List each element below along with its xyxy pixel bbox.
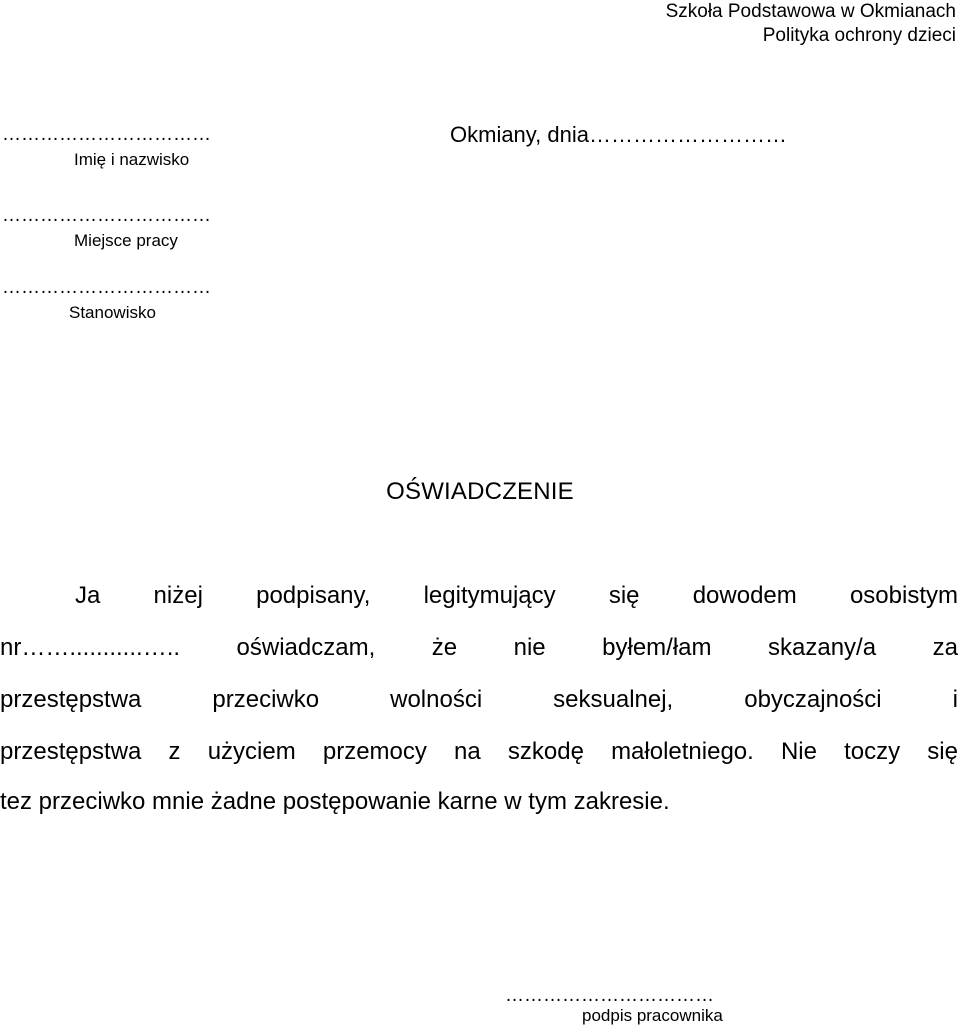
body-line-3: przestępstwa przeciwko wolności seksualnej, obyczajności i: [0, 686, 958, 713]
school-name: Szkoła Podstawowa w Okmianach: [665, 1, 956, 22]
position-dots: ……………………………: [2, 277, 211, 298]
document-title: OŚWIADCZENIE: [386, 478, 574, 505]
policy-name: Polityka ochrony dzieci: [762, 25, 956, 46]
position-label: Stanowisko: [69, 303, 156, 322]
signature-dots: ……………………………: [505, 985, 714, 1006]
name-dots: ……………………………: [2, 124, 211, 145]
body-line-4: przestępstwa z użyciem przemocy na szkodę małoletniego. Nie toczy się: [0, 738, 958, 765]
name-label: Imię i nazwisko: [74, 150, 190, 169]
place-date: Okmiany, dnia………………………: [450, 122, 787, 147]
body-line-1: Ja niżej podpisany, legitymujący się dowodem osobistym: [75, 582, 958, 609]
workplace-dots: ……………………………: [2, 205, 211, 226]
body-line-2: nr……...........….. oświadczam, że nie byłem/łam skazany/a za: [0, 634, 958, 661]
signature-label: podpis pracownika: [582, 1006, 723, 1025]
body-line-5: tez przeciwko mnie żadne postępowanie karne w tym zakresie.: [0, 788, 670, 815]
workplace-label: Miejsce pracy: [74, 231, 178, 250]
